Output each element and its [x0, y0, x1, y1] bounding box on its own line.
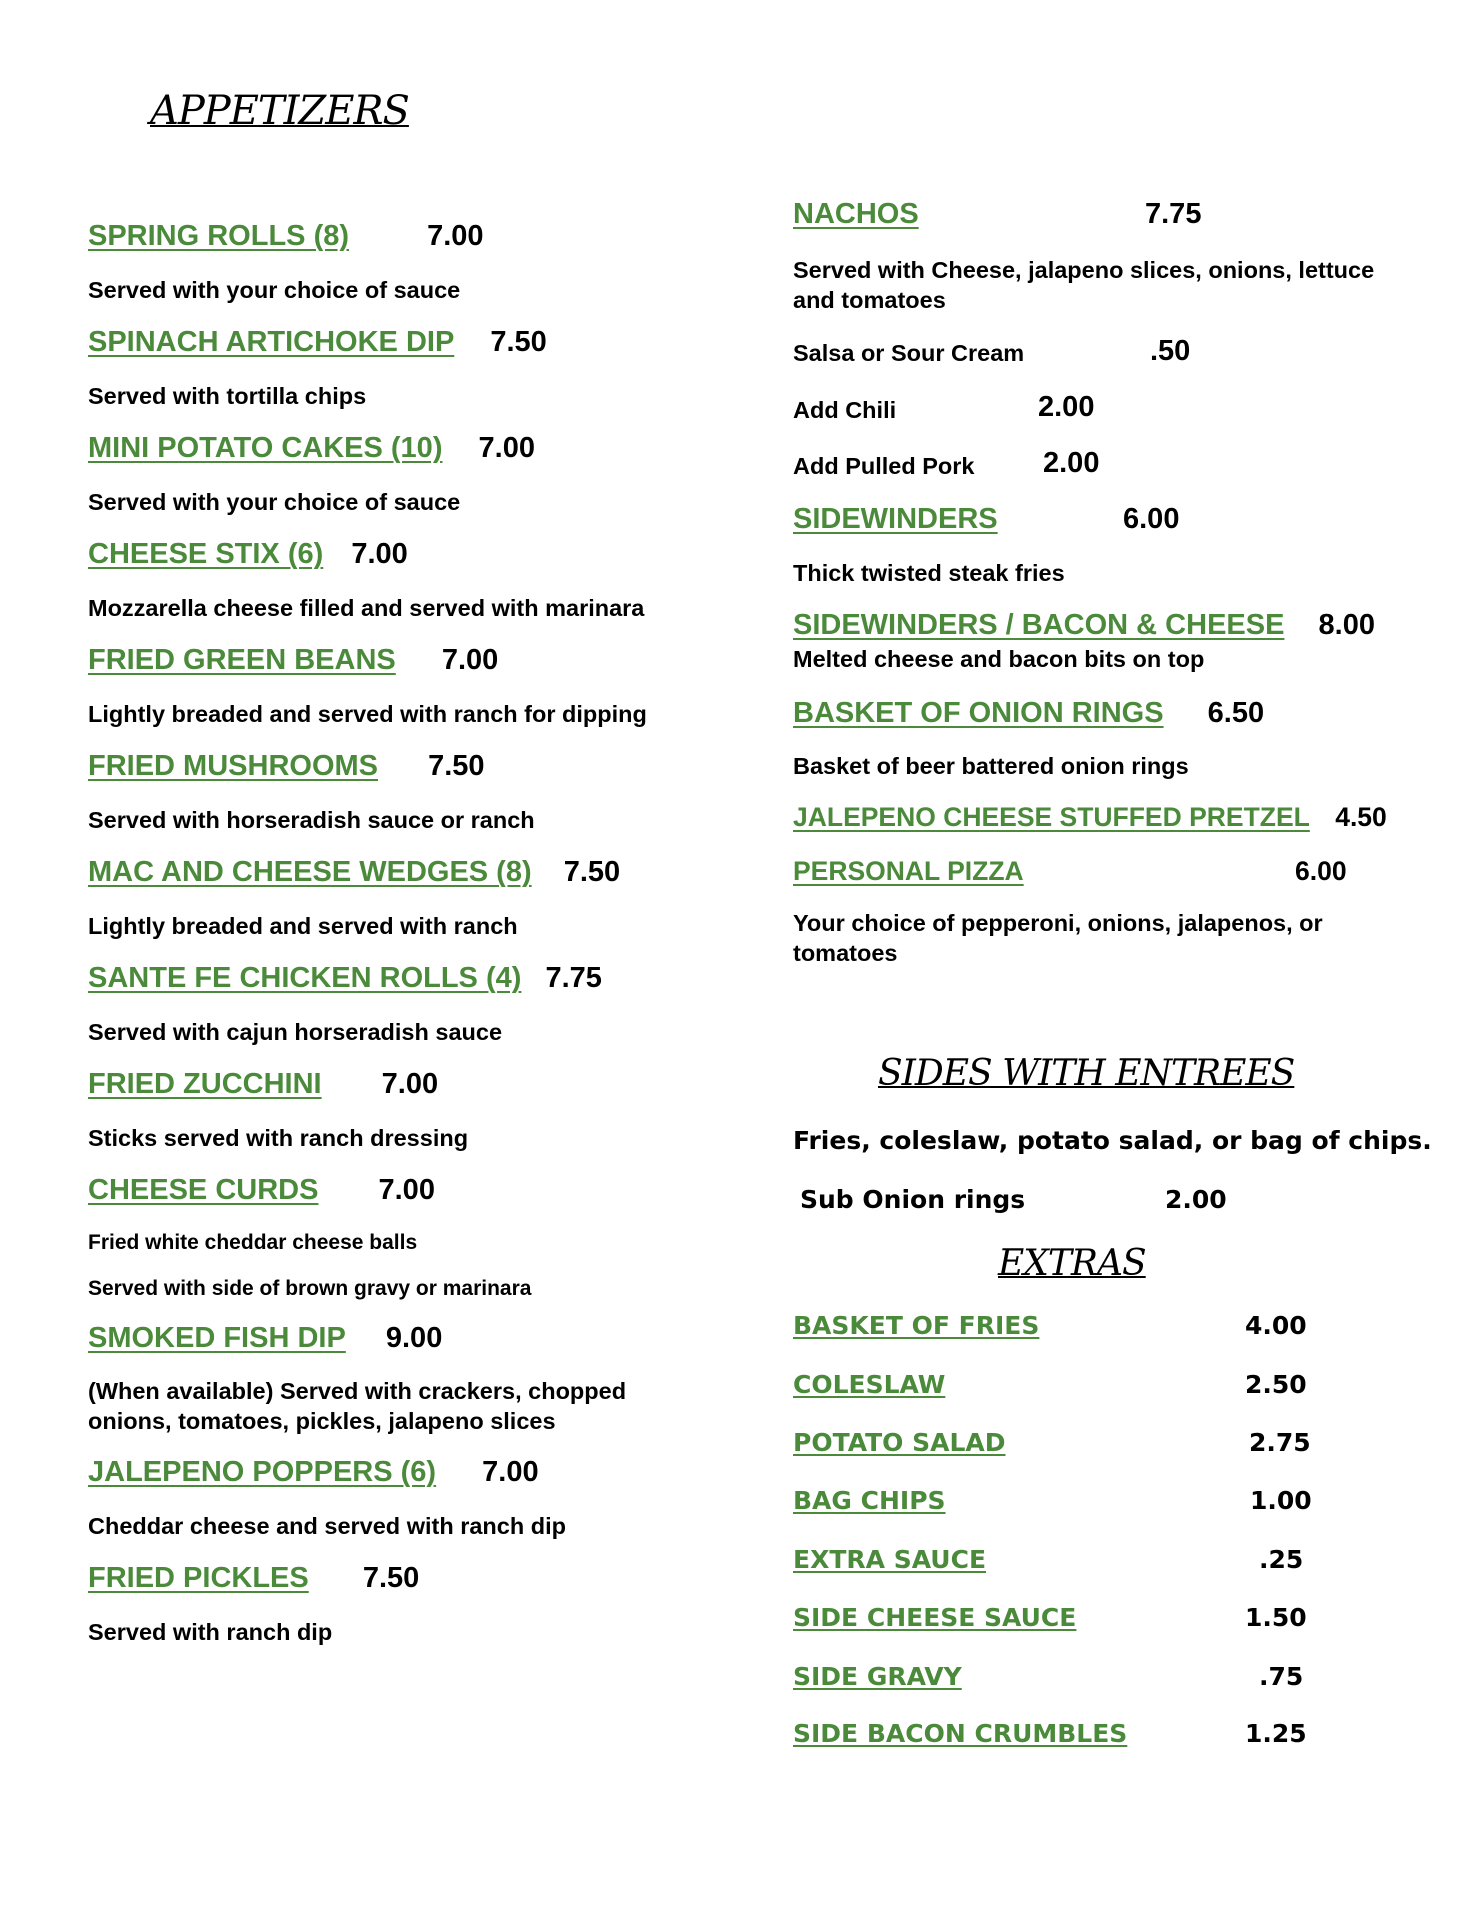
item-price: 6.00: [1295, 856, 1347, 886]
item-name: SPINACH ARTICHOKE DIP: [88, 326, 455, 358]
item-description: Served with cajun horseradish sauce: [88, 1019, 503, 1045]
extra-side-bacon-crumbles-name: [793, 1719, 1135, 1748]
appetizers-title: APPETIZERS: [150, 88, 409, 134]
item-price: 7.00: [427, 220, 484, 252]
item-price: 7.00: [378, 1174, 435, 1206]
extras-title: EXTRAS: [998, 1243, 1146, 1284]
menu-item-fried-zucchini: [88, 1068, 438, 1101]
item-name: SANTE FE CHICKEN ROLLS (4): [88, 962, 522, 994]
menu-item-spinach-artichoke-dip: [88, 326, 547, 359]
item-description-2: Served with side of brown gravy or marinara: [88, 1277, 532, 1300]
menu-item-jalepeno-cheese-stuffed-pretzel: [793, 802, 1387, 833]
item-name: EXTRA SAUCE: [793, 1545, 987, 1574]
extra-coleslaw-name: [793, 1370, 945, 1399]
item-name: BASKET OF ONION RINGS: [793, 697, 1164, 729]
item-price: 7.00: [351, 538, 408, 570]
item-price: 4.50: [1335, 802, 1387, 832]
item-description: Served with Cheese, jalapeno slices, onions, lettuce and tomatoes: [793, 257, 1375, 313]
menu-item-cheese-stix: [88, 538, 408, 571]
extra-potato-salad-name: [793, 1428, 1006, 1457]
extra-extra-sauce-name: [793, 1545, 994, 1574]
item-name: SIDEWINDERS: [793, 503, 998, 535]
sub-onion-rings-price: 2.00: [1165, 1185, 1227, 1214]
menu-item-basket-of-onion-rings: [793, 697, 1264, 730]
item-name: PERSONAL PIZZA: [793, 856, 1024, 886]
item-description: Lightly breaded and served with ranch: [88, 913, 518, 939]
item-price: 6.00: [1123, 503, 1180, 535]
extra-side-cheese-sauce-name: [793, 1603, 1076, 1632]
addon-chili-label: Add Chili: [793, 397, 897, 423]
item-description: Your choice of pepperoni, onions, jalapenos, or tomatoes: [793, 910, 1323, 966]
item-price: 7.50: [563, 856, 621, 888]
sides-options-text: Fries, coleslaw, potato salad, or bag of chips.: [793, 1126, 1432, 1155]
item-description: Served with tortilla chips: [88, 383, 367, 409]
item-name: BAG CHIPS: [793, 1486, 946, 1515]
item-name: FRIED GREEN BEANS: [88, 644, 396, 676]
item-price: 7.75: [545, 962, 602, 994]
item-name: FRIED MUSHROOMS: [88, 750, 378, 782]
item-description: Served with horseradish sauce or ranch: [88, 807, 535, 833]
extra-potato-salad-price: 2.75: [1249, 1428, 1311, 1457]
menu-item-sante-fe-chicken-rolls: [88, 962, 602, 995]
item-description: Mozzarella cheese filled and served with marinara: [88, 595, 645, 621]
menu-item-personal-pizza: [793, 856, 1347, 887]
item-price: 7.50: [428, 750, 485, 782]
extra-side-gravy-price: .75: [1259, 1662, 1304, 1691]
item-description: Served with your choice of sauce: [88, 277, 461, 303]
addon-pulled-pork-price: 2.00: [1043, 447, 1100, 479]
menu-item-smoked-fish-dip: [88, 1322, 442, 1355]
item-name: SIDE BACON CRUMBLES: [793, 1719, 1128, 1748]
menu-item-nachos: [793, 198, 1202, 231]
item-name: NACHOS: [793, 198, 919, 230]
item-description: (When available) Served with crackers, chopped onions, tomatoes, pickles, jalapeno slices: [88, 1378, 627, 1434]
item-name: SIDEWINDERS / BACON & CHEESE: [793, 609, 1285, 641]
item-name: CHEESE CURDS: [88, 1174, 319, 1206]
extra-side-bacon-crumbles-price: 1.25: [1245, 1719, 1307, 1748]
item-price: 7.75: [1145, 198, 1202, 230]
item-name: FRIED ZUCCHINI: [88, 1068, 322, 1100]
item-name: MAC AND CHEESE WEDGES (8): [88, 856, 532, 888]
item-price: 7.50: [490, 326, 547, 358]
item-price: 8.00: [1318, 609, 1375, 641]
item-description: Basket of beer battered onion rings: [793, 753, 1189, 779]
item-description: Served with your choice of sauce: [88, 489, 461, 515]
item-name: SMOKED FISH DIP: [88, 1322, 346, 1354]
addon-pulled-pork-label: Add Pulled Pork: [793, 453, 975, 479]
sub-onion-rings-label: Sub Onion rings: [800, 1185, 1026, 1214]
item-description: Sticks served with ranch dressing: [88, 1125, 469, 1151]
menu-item-mac-and-cheese-wedges: [88, 856, 620, 889]
item-name: JALEPENO CHEESE STUFFED PRETZEL: [793, 802, 1310, 832]
addon-salsa-label: Salsa or Sour Cream: [793, 340, 1025, 366]
item-description: Melted cheese and bacon bits on top: [793, 646, 1205, 672]
menu-item-spring-rolls: [88, 220, 484, 253]
item-name: BASKET OF FRIES: [793, 1311, 1040, 1340]
item-price: 7.00: [441, 644, 499, 676]
extra-bag-chips-price: 1.00: [1250, 1486, 1312, 1515]
item-name: MINI POTATO CAKES (10): [88, 432, 443, 464]
item-description: Lightly breaded and served with ranch for dipping: [88, 701, 647, 727]
item-name: POTATO SALAD: [793, 1428, 1006, 1457]
addon-chili-price: 2.00: [1038, 391, 1095, 423]
menu-item-mini-potato-cakes: [88, 432, 535, 465]
item-name: SPRING ROLLS (8): [88, 220, 350, 252]
item-name: SIDE GRAVY: [793, 1662, 962, 1691]
item-description: Served with ranch dip: [88, 1619, 333, 1645]
sides-title: SIDES WITH ENTREES: [878, 1053, 1295, 1094]
menu-item-jalepeno-poppers: [88, 1456, 539, 1489]
extra-basket-of-fries-name: [793, 1311, 1039, 1340]
item-name: CHEESE STIX (6): [88, 538, 324, 570]
extra-basket-of-fries-price: 4.00: [1245, 1311, 1307, 1340]
menu-item-fried-mushrooms: [88, 750, 485, 783]
item-price: 7.50: [362, 1562, 420, 1594]
item-price: 6.50: [1207, 697, 1265, 729]
extra-side-cheese-sauce-price: 1.50: [1245, 1603, 1307, 1632]
menu-item-fried-green-beans: [88, 644, 498, 677]
extra-side-gravy-name: [793, 1662, 962, 1691]
addon-salsa-price: .50: [1150, 335, 1191, 367]
menu-item-cheese-curds: [88, 1174, 435, 1207]
item-name: COLESLAW: [793, 1370, 946, 1399]
item-description: Thick twisted steak fries: [793, 560, 1065, 586]
menu-item-sidewinders: [793, 503, 1180, 536]
menu-item-fried-pickles: [88, 1562, 419, 1595]
item-price: 9.00: [385, 1322, 443, 1354]
item-name: SIDE CHEESE SAUCE: [793, 1603, 1077, 1632]
extra-bag-chips-name: [793, 1486, 954, 1515]
extra-coleslaw-price: 2.50: [1245, 1370, 1307, 1399]
extra-extra-sauce-price: .25: [1259, 1545, 1304, 1574]
item-price: 7.00: [482, 1456, 539, 1488]
menu-item-sidewinders-bacon-cheese: [793, 609, 1375, 642]
item-name: FRIED PICKLES: [88, 1562, 309, 1594]
item-price: 7.00: [478, 432, 535, 464]
item-description: Fried white cheddar cheese balls: [88, 1231, 418, 1254]
item-description: Cheddar cheese and served with ranch dip: [88, 1513, 566, 1539]
item-name: JALEPENO POPPERS (6): [88, 1456, 437, 1488]
item-price: 7.00: [381, 1068, 439, 1100]
